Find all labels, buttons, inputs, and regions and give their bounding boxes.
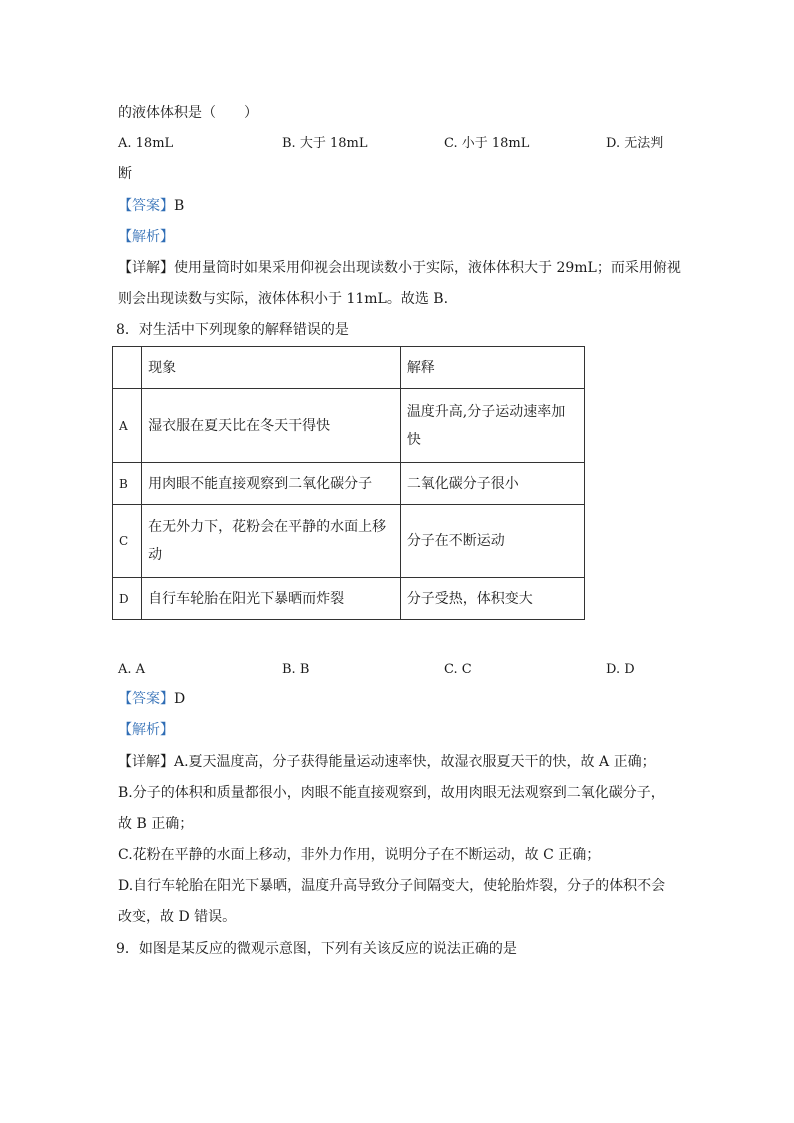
phenomenon-line: 在无外力下，花粉会在平静的水面上移 <box>148 519 387 535</box>
row-key: A <box>113 389 142 463</box>
table-row <box>113 505 585 578</box>
header-key <box>113 347 142 389</box>
row-key: C <box>113 505 142 578</box>
row-phenomenon: 自行车轮胎在阳光下暴晒而炸裂 <box>142 578 401 620</box>
row-explanation: 分子受热，体积变大 <box>400 578 584 620</box>
detail-text: 使用量筒时如果采用仰视会出现读数小于实际，液体体积大于 29mL；而采用俯视 <box>174 260 681 276</box>
q8-detail-b2: 故 B 正确； <box>118 816 194 832</box>
table-row <box>113 578 585 620</box>
q7-option-b: B. 大于 18mL <box>282 136 368 151</box>
q7-option-d-overflow: 断 <box>118 166 132 182</box>
q8-detail-d1: D.自行车轮胎在阳光下暴晒，温度升高导致分子间隔变大，使轮胎炸裂，分子的体积不会 <box>118 878 666 894</box>
q7-detail-line1 <box>118 258 681 278</box>
row-phenomenon <box>142 505 401 578</box>
explanation-line: 温度升高,分子运动速率加 <box>406 403 566 420</box>
q7-option-d: D. 无法判 <box>606 136 664 151</box>
q8-option-c: C. C <box>444 662 472 677</box>
phenomenon-line: 动 <box>148 547 163 563</box>
detail-tag: 【详解】 <box>118 754 174 770</box>
answer-value: B <box>174 198 185 214</box>
q8-stem: 8．对生活中下列现象的解释错误的是 <box>116 322 349 338</box>
answer-value: D <box>174 691 186 707</box>
answer-tag: 【答案】 <box>118 691 174 707</box>
q8-detail-b1: B.分子的体积和质量都很小，肉眼不能直接观察到，故用肉眼无法观察到二氧化碳分子， <box>118 785 665 801</box>
table-row <box>113 463 585 505</box>
row-explanation: 二氧化碳分子很小 <box>400 463 584 505</box>
answer-tag: 【答案】 <box>118 198 174 214</box>
q8-option-d: D. D <box>606 662 635 677</box>
q8-detail-c: C.花粉在平静的水面上移动，非外力作用，说明分子在不断运动，故 C 正确； <box>118 847 601 863</box>
q7-detail-line2: 则会出现读数与实际，液体体积小于 11mL。故选 B. <box>118 291 449 307</box>
q8-table <box>112 346 585 620</box>
detail-tag: 【详解】 <box>118 260 174 276</box>
row-explanation: 分子在不断运动 <box>400 505 584 578</box>
q7-analysis-tag: 【解析】 <box>118 229 174 245</box>
row-explanation <box>400 389 584 463</box>
q8-analysis-tag: 【解析】 <box>118 722 174 738</box>
q8-detail-a <box>118 752 656 772</box>
q7-option-a: A. 18mL <box>118 136 174 151</box>
q8-detail-d2: 改变，故 D 错误。 <box>118 909 237 925</box>
row-phenomenon: 湿衣服在夏天比在冬天干得快 <box>142 389 401 463</box>
explanation-line: 快 <box>406 431 421 448</box>
header-phenomenon: 现象 <box>142 347 401 389</box>
row-phenomenon: 用肉眼不能直接观察到二氧化碳分子 <box>142 463 401 505</box>
table-row <box>113 389 585 463</box>
q7-option-c: C. 小于 18mL <box>444 136 530 151</box>
detail-text: A.夏天温度高，分子获得能量运动速率快，故湿衣服夏天干的快，故 A 正确； <box>174 754 656 770</box>
row-key: B <box>113 463 142 505</box>
q8-answer <box>118 689 185 709</box>
table-header-row <box>113 347 585 389</box>
q7-answer <box>118 196 184 216</box>
header-explanation: 解释 <box>400 347 584 389</box>
q7-stem-tail: 的液体体积是（ ） <box>118 105 258 121</box>
q9-stem: 9．如图是某反应的微观示意图，下列有关该反应的说法正确的是 <box>116 941 517 957</box>
q8-option-b: B. B <box>282 662 310 677</box>
row-key: D <box>113 578 142 620</box>
q8-option-a: A. A <box>118 662 146 677</box>
